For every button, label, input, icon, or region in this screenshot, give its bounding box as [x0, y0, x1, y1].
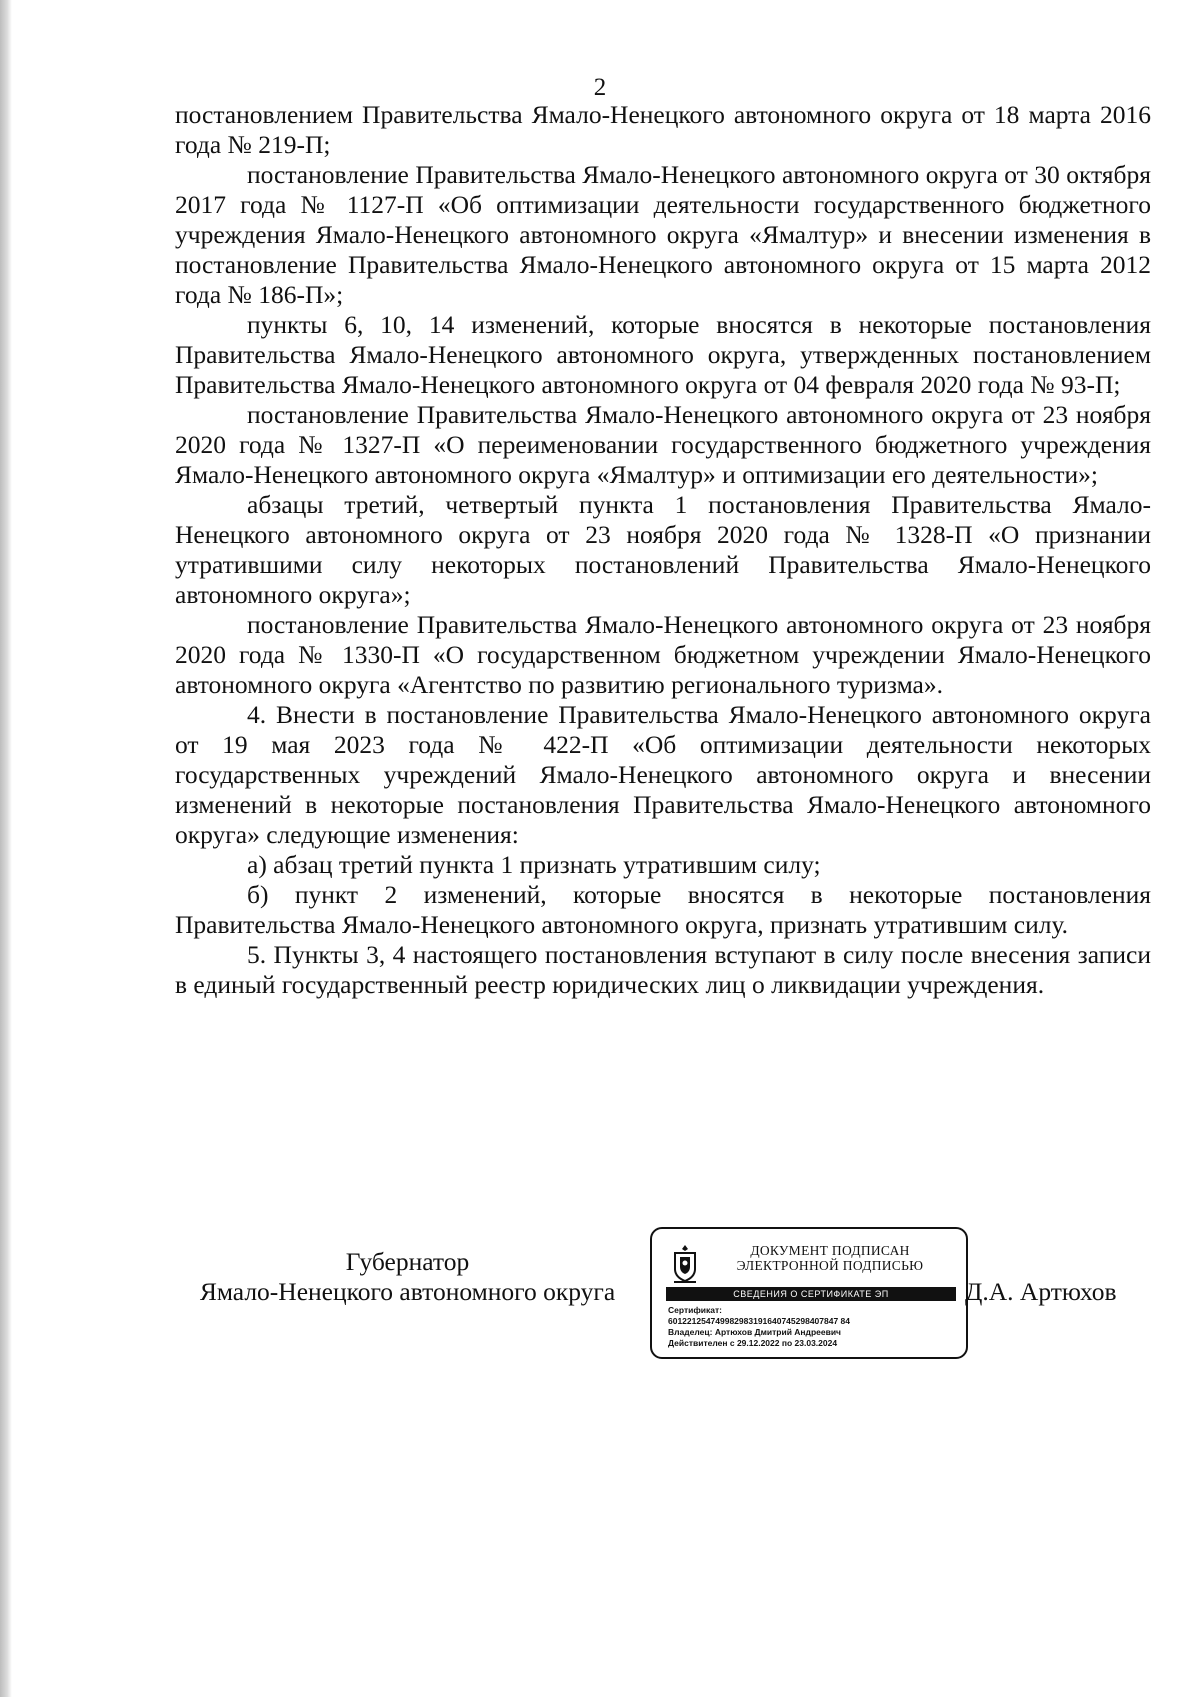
certificate-details	[668, 1305, 963, 1349]
paragraph: 5. Пункты 3, 4 настоящего постановления вступают в силу после внесения записи в единый государственный реестр юридических лиц о ликвидации учреждения.	[175, 940, 1151, 999]
paragraph: постановление Правительства Ямало-Ненецкого автономного округа от 23 ноября 2020 года № 1327-П «О переименовании государственного бюджетного учреждения Ямало-Ненецкого автономного округа «Ямалтур» и оптимизации его деятельности»;	[175, 400, 1151, 489]
paragraph: абзацы третий, четвертый пункта 1 постановления Правительства Ямало-Ненецкого автономного округа от 23 ноября 2020 года № 1328-П «О признании утратившими силу некоторых постановлений Правительства Ямало-Ненецкого автономного округа»;	[175, 490, 1151, 609]
document-body	[175, 100, 1151, 1000]
paragraph: 4. Внести в постановление Правительства Ямало-Ненецкого автономного округа от 19 мая 2023 года № 422-П «Об оптимизации деятельности некоторых государственных учреждений Ямало-Ненецкого автономного округа и внесении изменений в некоторые постановления Правительства Ямало-Ненецкого автономного округа» следующие изменения:	[175, 700, 1151, 849]
page-number: 2	[593, 74, 607, 101]
stamp-heading-line: ДОКУМЕНТ ПОДПИСАН	[750, 1243, 910, 1258]
signatory-title	[175, 1247, 640, 1307]
paragraph: б) пункт 2 изменений, которые вносятся в некоторые постановления Правительства Ямало-Ненецкого автономного округа, признать утратившим силу.	[175, 880, 1151, 939]
signatory-title-line: Губернатор	[345, 1247, 470, 1276]
paragraph: постановление Правительства Ямало-Ненецкого автономного округа от 30 октября 2017 года № 1127-П «Об оптимизации деятельности государственного бюджетного учреждения Ямало-Ненецкого автономного округа «Ямалтур» и внесении изменения в постановление Правительства Ямало-Ненецкого автономного округа от 15 марта 2012 года № 186-П»;	[175, 160, 1151, 309]
stamp-heading	[710, 1243, 950, 1273]
paragraph: постановлением Правительства Ямало-Ненецкого автономного округа от 18 марта 2016 года № 219-П;	[175, 100, 1151, 159]
certificate-label: Сертификат:	[668, 1305, 722, 1315]
electronic-signature-stamp	[650, 1227, 968, 1359]
coat-of-arms-icon	[670, 1243, 700, 1285]
stamp-heading-line: ЭЛЕКТРОННОЙ ПОДПИСЬЮ	[736, 1258, 924, 1273]
signature-block	[0, 1225, 1200, 1365]
certificate-validity: Действителен с 29.12.2022 по 23.03.2024	[668, 1338, 838, 1348]
signatory-name: Д.А. Артюхов	[965, 1277, 1117, 1306]
certificate-info-bar: СВЕДЕНИЯ О СЕРТИФИКАТЕ ЭП	[666, 1287, 956, 1301]
certificate-owner: Владелец: Артюхов Дмитрий Андреевич	[668, 1327, 841, 1337]
paragraph: а) абзац третий пункта 1 признать утратившим силу;	[247, 850, 821, 879]
certificate-number: 601221254749982983191640745298407847 84	[668, 1316, 850, 1326]
paragraph: пункты 6, 10, 14 изменений, которые вносятся в некоторые постановления Правительства Ямало-Ненецкого автономного округа, утвержденных постановлением Правительства Ямало-Ненецкого автономного округа от 04 февраля 2020 года № 93-П;	[175, 310, 1151, 399]
signatory-title-line: Ямало-Ненецкого автономного округа	[199, 1277, 616, 1306]
paragraph: постановление Правительства Ямало-Ненецкого автономного округа от 23 ноября 2020 года № 1330-П «О государственном бюджетном учреждении Ямало-Ненецкого автономного округа «Агентство по развитию регионального туризма».	[175, 610, 1151, 699]
page-scan-edge	[0, 0, 12, 1697]
